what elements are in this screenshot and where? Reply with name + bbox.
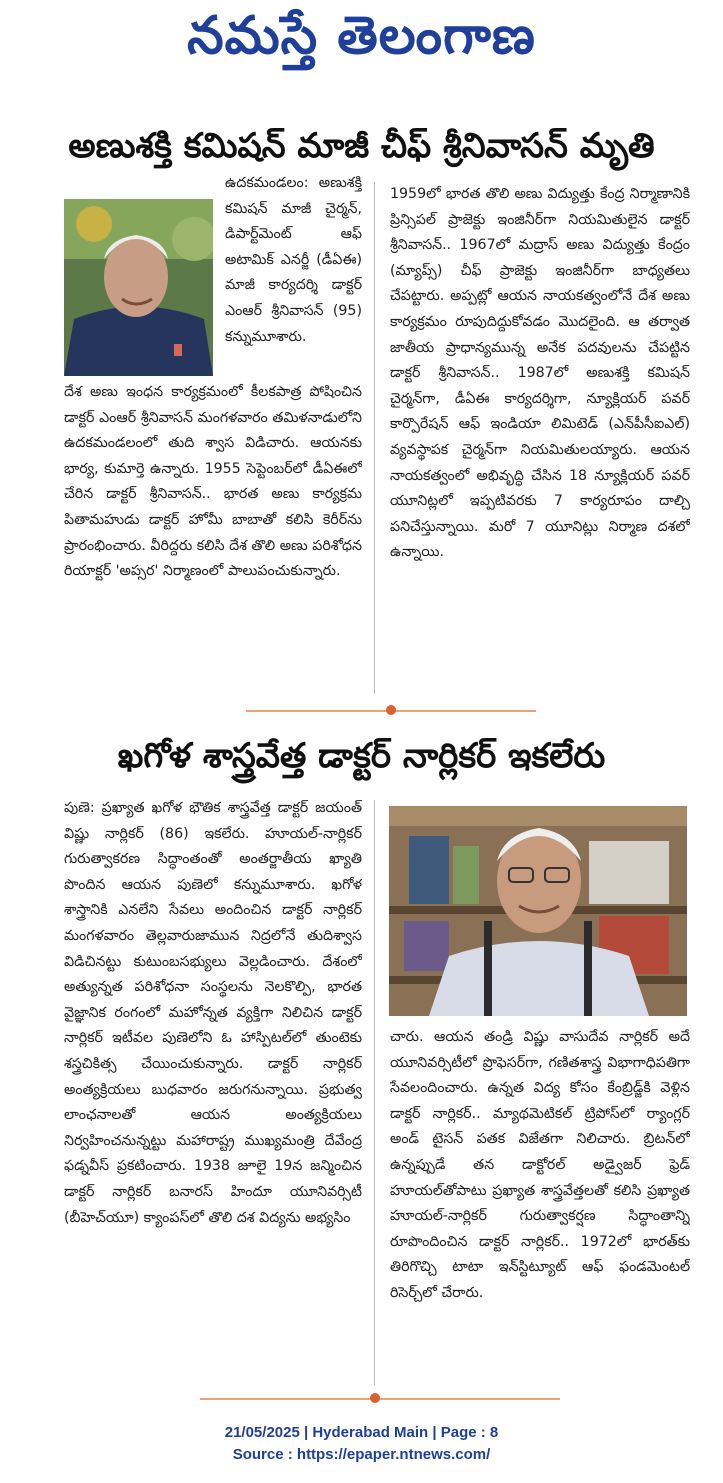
narlikar-photo (389, 806, 687, 1016)
article1-intro-text: ఉదకమండలం: అణుశక్తి కమిషన్ మాజీ చైర్మన్, డిపార్ట్‌మెంట్ ఆఫ్ అటామిక్ ఎనర్జీ (డీఏఈ) మాజీ కార్యదర్శి డాక్టర్ ఎంఆర్ శ్రీనివాసన్ (95) కన్నుమూశారు. (225, 175, 362, 345)
article1-end-dot (386, 705, 396, 715)
article2-column-divider (374, 800, 375, 1385)
masthead-title: నమస్తే తెలంగాణ (187, 6, 536, 66)
article2-headline: ఖగోళ శాస్త్రవేత్త డాక్టర్ నార్లికర్ ఇకలేరు (117, 736, 606, 776)
article2-col-left (64, 796, 362, 1386)
masthead (0, 0, 723, 84)
article1-col-left-bottom (64, 380, 362, 690)
article2-end-rule (200, 1398, 560, 1400)
footer-date-edition: 21/05/2025 | Hyderabad Main | Page : 8 (224, 1424, 499, 1441)
footer-source: Source : https://epaper.ntnews.com/ (232, 1446, 491, 1463)
article2-end-dot (370, 1393, 380, 1403)
article1-column-divider (374, 182, 375, 694)
article1-headline: అణుశక్తి కమిషన్ మాజీ చీఫ్ శ్రీనివాసన్ మృతి (68, 126, 655, 166)
article1-col-left-top (225, 171, 362, 375)
article2-body-left: పుణె: ప్రఖ్యాత ఖగోళ భౌతిక శాస్త్రవేత్త డాక్టర్ జయంత్ విష్ణు నార్లికర్ (86) ఇకలేరు. హూయల్-నార్లికర్ గురుత్వాకరణ సిద్ధాంతంతో అంతర్జాతీయ ఖ్యాతి పొందిన ఆయన పుణెలో కన్నుమూశారు. ఖగోళ శాస్త్రానికి ఎనలేని సేవలు అందించిన డాక్టర్ నార్లికర్ మంగళవారం తెల్లవారుజామున నిద్రలోనే తుదిశ్వాస విడిచినట్టు కుటుంబసభ్యులు వెల్లడించారు. దేశంలో అత్యున్నత పరిశోధనా సంస్థలను నెలకొల్పి, భారత వైజ్ఞానిక రంగంలో మహోన్నత వ్యక్తిగా నిలిచిన డాక్టర్ నార్లికర్ ఇటీవల పుణెలోని ఓ హాస్పిటల్‌లో తుంటెకు శస్త్రచికిత్స చేయించుకున్నారు. డాక్టర్ నార్లికర్ అంత్యక్రియలు బుధవారం జరుగనున్నాయి. ప్రభుత్వ లాంఛనాలతో ఆయన అంత్యక్రియలు నిర్వహించనున్నట్టు మహారాష్ట్ర ముఖ్యమంత్రి దేవేంద్ర ఫడ్నవీస్ ప్రకటించారు. 1938 జూలై 19న జన్మించిన డాక్టర్ నార్లికర్ బనారస్ హిందూ యూనివర్సిటీ (బీహెచ్‌యూ) క్యాంపస్‌లో తొలి దశ విద్యను అభ్యసిం (64, 800, 362, 1226)
article1-body-left: దేశ అణు ఇంధన కార్యక్రమంలో కీలకపాత్ర పోషించిన డాక్టర్ ఎంఆర్ శ్రీనివాసన్ మంగళవారం తమిళనాడులోని ఉదకమండలంలో తుది శ్వాస విడిచారు. ఆయనకు భార్య, కుమార్తె ఉన్నారు. 1955 సెప్టెంబర్‌లో డీఏఈలో చేరిన డాక్టర్ శ్రీనివాసన్.. భారత అణు కార్యక్రమ పితామహుడు డాక్టర్ హోమీ బాబాతో కలిసి కెరీర్‌ను ప్రారంభించారు. వీరిద్దరు కలిసి దేశ తొలి అణు పరిశోధన రియాక్టర్ 'అప్సర' నిర్మాణంలో పాలుపంచుకున్నారు. (64, 384, 362, 580)
article2-body-right: చారు. ఆయన తండ్రి విష్ణు వాసుదేవ నార్లికర్ అదే యూనివర్సిటీలో ప్రొఫెసర్‌గా, గణితశాస్త్ర విభాగాధిపతిగా సేవలందించారు. ఉన్నత విద్య కోసం కేంబ్రిడ్జ్‌కి వెళ్లిన డాక్టర్ నార్లికర్.. మ్యాథమెటికల్ ట్రిపోస్‌లో ర్యాంగ్లర్ అండ్ టైసన్ పతక విజేతగా నిలిచారు. బ్రిటన్‌లో ఉన్నప్పుడే తన డాక్టోరల్ అడ్వైజర్ ఫ్రెడ్ హూయల్‌తోపాటు ప్రఖ్యాత శాస్త్రవేత్తలతో కలిసి ప్రఖ్యాత హూయల్-నార్లికర్ గురుత్వాకర్షణ సిద్ధాంతాన్ని రూపొందించిన డాక్టర్ నార్లికర్.. 1972లో భారత్‌కు తిరిగొచ్చి టాటా ఇన్‌స్టిట్యూట్ ఆఫ్ ఫండమెంటల్ రిసెర్చ్‌లో చేరారు. (390, 1029, 690, 1301)
srinivasan-photo (64, 199, 213, 376)
article1-col-right (390, 182, 690, 694)
article2-col-right (390, 1025, 690, 1385)
article1-body-right: 1959లో భారత తొలి అణు విద్యుత్తు కేంద్ర నిర్మాణానికి ప్రిన్సిపల్ ప్రాజెక్టు ఇంజినీర్‌గా నియమితులైన డాక్టర్ శ్రీనివాసన్.. 1967లో మద్రాస్ అణు విద్యుత్తు కేంద్రం (మ్యాప్స్) చీఫ్ ప్రాజెక్టు ఇంజినీర్‌గా బాధ్యతలు చేపట్టారు. అప్పట్లో ఆయన నాయకత్వంలోనే దేశ అణు కార్యక్రమం రూపుదిద్దుకోవడం మొదలైంది. ఆ తర్వాత జాతీయ ప్రాధాన్యమున్న అనేక పదవులను చేపట్టిన డాక్టర్ శ్రీనివాసన్.. 1987లో అణుశక్తి కమిషన్ చైర్మన్‌గా, డీఏఈ కార్యదర్శిగా, న్యూక్లియర్ పవర్ కార్పొరేషన్ ఆఫ్ ఇండియా లిమిటెడ్ (ఎన్‌పీసీఐఎల్) వ్యవస్థాపక చైర్మన్‌గా నియమితులయ్యారు. ఆయన నాయకత్వంలో అభివృద్ధి చేసిన 18 న్యూక్లియర్ పవర్ యూనిట్లలో ఇప్పటివరకు 7 కార్యరూపం దాల్చి పనిచేస్తున్నాయి. మరో 7 యూనిట్లు నిర్మాణ దశలో ఉన్నాయి. (390, 186, 690, 561)
